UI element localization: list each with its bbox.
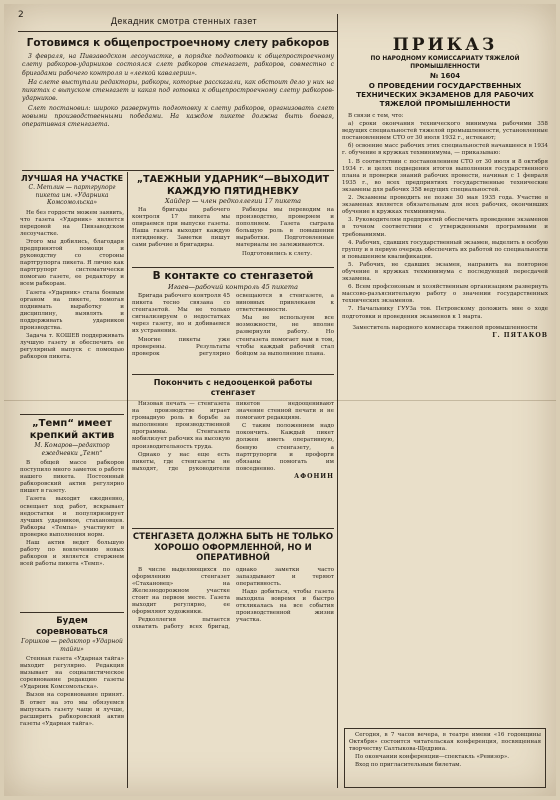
article-byline: Горшков — редактор «Ударной тайги» bbox=[21, 638, 123, 653]
article-signature: АФОНИН bbox=[294, 473, 334, 481]
column-divider-main bbox=[337, 14, 338, 788]
article-taiga-striker: „ТАЕЖНЫЙ УДАРНИК“—ВЫХОДИТ КАЖДУЮ ПЯТИДНЕВКУ Хайдер — член редколлегии 17 пикета На бригады рабочего контроля 17 пикета мы опираемся при выпуске газеты. Наша газета выходит каждую пятидневку. Заметки пишут сами рабочие и бригадиры. Рабкоры мы переводим на производство, проверяем и пополняем. Газета сыграла большую роль в повышении выработки. Подготовленные материалы не залеживаются. Подготовились к слету. bbox=[132, 174, 334, 257]
section-rule bbox=[132, 267, 334, 268]
header-rule bbox=[18, 31, 338, 32]
column-divider-left bbox=[127, 172, 128, 788]
order-title: ПРИКАЗ bbox=[392, 36, 498, 55]
article-title: „ТАЕЖНЫЙ УДАРНИК“—ВЫХОДИТ КАЖДУЮ ПЯТИДНЕВКУ bbox=[136, 174, 330, 197]
article-title: ЛУЧШАЯ НА УЧАСТКЕ bbox=[20, 174, 124, 183]
order-signature-name: Г. ПЯТАКОВ bbox=[492, 331, 548, 339]
order-block: ПРИКАЗ ПО НАРОДНОМУ КОМИССАРИАТУ ТЯЖЕЛОЙ ПРОМЫШЛЕННОСТИ № 1604 О ПРОВЕДЕНИИ ГОСУДАРСТВЕННЫХ ТЕХНИЧЕСКИХ ЭКЗАМЕНОВ ДЛЯ РАБОЧИХ ТЯЖЕЛОЙ ПРОМЫШЛЕННОСТИ В связи с тем, что: а) сроки окончания технического минимума рабочими 358 ведущих специальностей тяжелой промышленности, установленные постановлением СТО от 30 июля 1932 г., истекают; б) освоение масс рабочих этих специальностей начавшееся в 1934 г. обучение в кружках техминимума, — приказываю: 1. В соответствии с постановлением СТО от 30 июля и 8 октября 1934 г. и целях подведения итогов выполнения государственного плана и проверки знаний рабочих провести, начиная с 1 февраля 1935 г., во всех предприятиях государственные технические экзамены для рабочих 358 ведущих специальностей. 2. Экзамены проводить не позже 30 мая 1935 года. Участие в экзаменах является обязательным для всех рабочих, окончивших обучение в кружках техминимума. 3. Руководителям предприятий обеспечить проведение экзаменов в точном соответствии с утвержденными программами и требованиями. 4. Рабочих, сдавших государственный экзамен, выделить в особую группу и в первую очередь обеспечить их работой по специальности и повышением квалификации. 5. Рабочих, не сдавших экзамен, направить на повторное обучение в кружках техминимума с последующей пересдачей экзамена. 6. Всем профсоюзным и хозяйственным организациям развернуть массово-разъяснительную работу о значении государственных технических экзаменов. 7. Начальнику ГУУЗа тов. Петровскому доложить мне о ходе подготовки и проведения экзаменов к 1 марта. Заместитель народного комиссара тяжелой промышленности Г. ПЯТАКОВ bbox=[342, 36, 548, 339]
article-end-underestimation: Покончить с недооценкой работы стенгазет Низовая печать — стенгазета на производстве играет громадную роль в борьбе за выполнение производственной программы. Стенгазета мобилизует рабочих на высокую производительность труда. Однако у нас еще есть пикеты, где стенгазеты не выходят, где руководители пикетов недооценивают значение стенной печати и не помогают редакциям. С таким положением надо покончить. Каждый пикет должен иметь оперативную, боевую стенгазету, а партгрупорги и профорги обязаны помогать им повседневно. АФОНИН bbox=[132, 378, 334, 481]
article-title: Готовимся к общепростроечному слету рабкоров bbox=[26, 37, 330, 49]
order-topic: О ПРОВЕДЕНИИ ГОСУДАРСТВЕННЫХ ТЕХНИЧЕСКИХ ЭКЗАМЕНОВ ДЛЯ РАБОЧИХ ТЯЖЕЛОЙ ПРОМЫШЛЕННОСТИ bbox=[356, 81, 534, 108]
section-rule bbox=[22, 170, 334, 171]
order-number: № 1604 bbox=[429, 72, 461, 80]
article-byline: Игаев—рабочий контроль 45 пикета bbox=[168, 283, 298, 291]
article-rabkor-rally: Готовимся к общепростроечному слету рабкоров 3 февраля, на Пивзаводском лесоучастке, в порядке подготовки к общепростроечному слету рабкоров-ударников состоялся слет рабкоров стенгазет, рабкоров, совместно с бригадами рабочего контроля и «легкой кавалерии». На слете выступали редакторы, рабкоры, которые рассказали, как обстоит дело у них на пикетах с выпуском стенгазет и какая под готовка к общепростроечному слету рабкоров-ударников. Слет постановил: широко развернуть подготовку к слету рабкоров, организовать слет новыми производственными победами. На каждом пикете должна быть боевая, оперативная стенгазета. bbox=[22, 37, 334, 129]
article-operative-wallpaper: СТЕНГАЗЕТА ДОЛЖНА БЫТЬ НЕ ТОЛЬКО ХОРОШО ОФОРМЛЕННОЙ, НО И ОПЕРАТИВНОЙ В числе выделяющихся по оформлению стенгазет «Стахановец» на Железнодорожном участке стоит на первом месте. Газета выходит регулярно, ее оформляют художники. Редколлегия пытается охватить работу всех бригад, однако заметки часто запаздывают и теряют оперативность. Надо добиться, чтобы газета выходила вовремя и быстро откликалась на все события производственной жизни участка. bbox=[132, 532, 334, 631]
article-title: „Темп“ имеет крепкий актив bbox=[29, 418, 115, 441]
section-title: Декадник смотра стенных газет bbox=[110, 16, 258, 26]
article-temp-activists: „Темп“ имеет крепкий актив М. Комаров—редактор ежедневки „Темп“ В общей массе рабкоров поступило много заметок о работе нашего пикета. Постоянный рабкоровский актив регулярно пишет в газету. Газета выходит ежедневно, освещает ход работ, вскрывает недостатки и популяризирует лучших ударников, стахановцев. Рабкоры «Темпа» участвуют в проверке выполнения норм. Наш актив ведет большую работу по вовлечению новых рабкоров и является стержнем всей работы пикета «Темп». bbox=[20, 418, 124, 568]
article-in-contact: В контакте со стенгазетой Игаев—рабочий контроль 45 пикета Бригада рабочего контроля 45 пикета тесно связана со стенгазетой. Мы не только сигнализируем о недостатках через газету, но и добиваемся их устранения. Многие пикеты уже проверены. Результаты проверок регулярно освещаются в стенгазете, а виновных привлекаем к ответственности. Мы не используем все возможности, не вполне развернули работу. Но стенгазета помогает нам в том, чтобы каждый рабочий стал бойцом за выполнение плана. bbox=[132, 270, 334, 357]
article-byline: М. Комаров—редактор ежедневки „Темп“ bbox=[34, 442, 110, 457]
article-title: В контакте со стенгазетой bbox=[152, 270, 314, 282]
article-competition: Будем соревноваться Горшков — редактор «Ударной тайги» Стенная газета «Ударная тайга» выходит регулярно. Редакция вызывает на социалистическое соревнование редакцию газеты «Ударник Комсомольска». Вызов на соревнование принят. В ответ на это мы обязуемся выпускать газету чаще и лучше, расширить рабкоровский актив газеты «Ударная тайга». bbox=[20, 616, 124, 727]
article-title: Покончить с недооценкой работы стенгазет bbox=[153, 378, 313, 397]
article-best-on-site: ЛУЧШАЯ НА УЧАСТКЕ С. Метлин — партгрупорг пикета им. «Ударника Комсомольска» Не без гордости можем заявить, что газета «Ударник» является передовой на Пивзаводском лесоучастке. Этого мы добились, благодаря предпринятой помощи и руководству со стороны партгрупорга пикета. Я лично как партгрупорг систематически помогаю газете, ее редактору и всем рабкорам. Газета «Ударник» стала боевым органом на пикете, помогая поднимать выработку и дисциплину, выявлять и поддерживать ударников производства. Задача т. КОШЕВ поддерживать лучшую газету и обеспечить ее регулярный выпуск с помощью рабкоров пикета. bbox=[20, 174, 124, 361]
page-number: 2 bbox=[18, 10, 24, 20]
section-rule bbox=[132, 528, 334, 529]
section-rule bbox=[20, 414, 124, 415]
section-rule bbox=[132, 374, 334, 375]
article-title: СТЕНГАЗЕТА ДОЛЖНА БЫТЬ НЕ ТОЛЬКО ХОРОШО ОФОРМЛЕННОЙ, НО И ОПЕРАТИВНОЙ bbox=[132, 532, 334, 563]
article-byline: Хайдер — член редколлегии 17 пикета bbox=[164, 197, 302, 205]
newspaper-page bbox=[4, 4, 556, 796]
order-signature-title: Заместитель народного комиссара тяжелой промышленности bbox=[352, 324, 538, 331]
article-byline: С. Метлин — партгрупорг пикета им. «Ударника Комсомольска» bbox=[28, 184, 116, 206]
notice-box: Сегодня, в 7 часов вечера, в театре имени «16 годовщины Октября» состоится читательская конференция, посвященная творчеству Салтыкова-Щедрина. По окончании конференции—спектакль «Ревизор». Вход по пригласительным билетам. bbox=[344, 728, 546, 788]
article-title: Будем соревноваться bbox=[36, 616, 108, 637]
order-issuer: ПО НАРОДНОМУ КОМИССАРИАТУ ТЯЖЕЛОЙ ПРОМЫШЛЕННОСТИ bbox=[370, 56, 520, 70]
section-rule bbox=[20, 612, 124, 613]
